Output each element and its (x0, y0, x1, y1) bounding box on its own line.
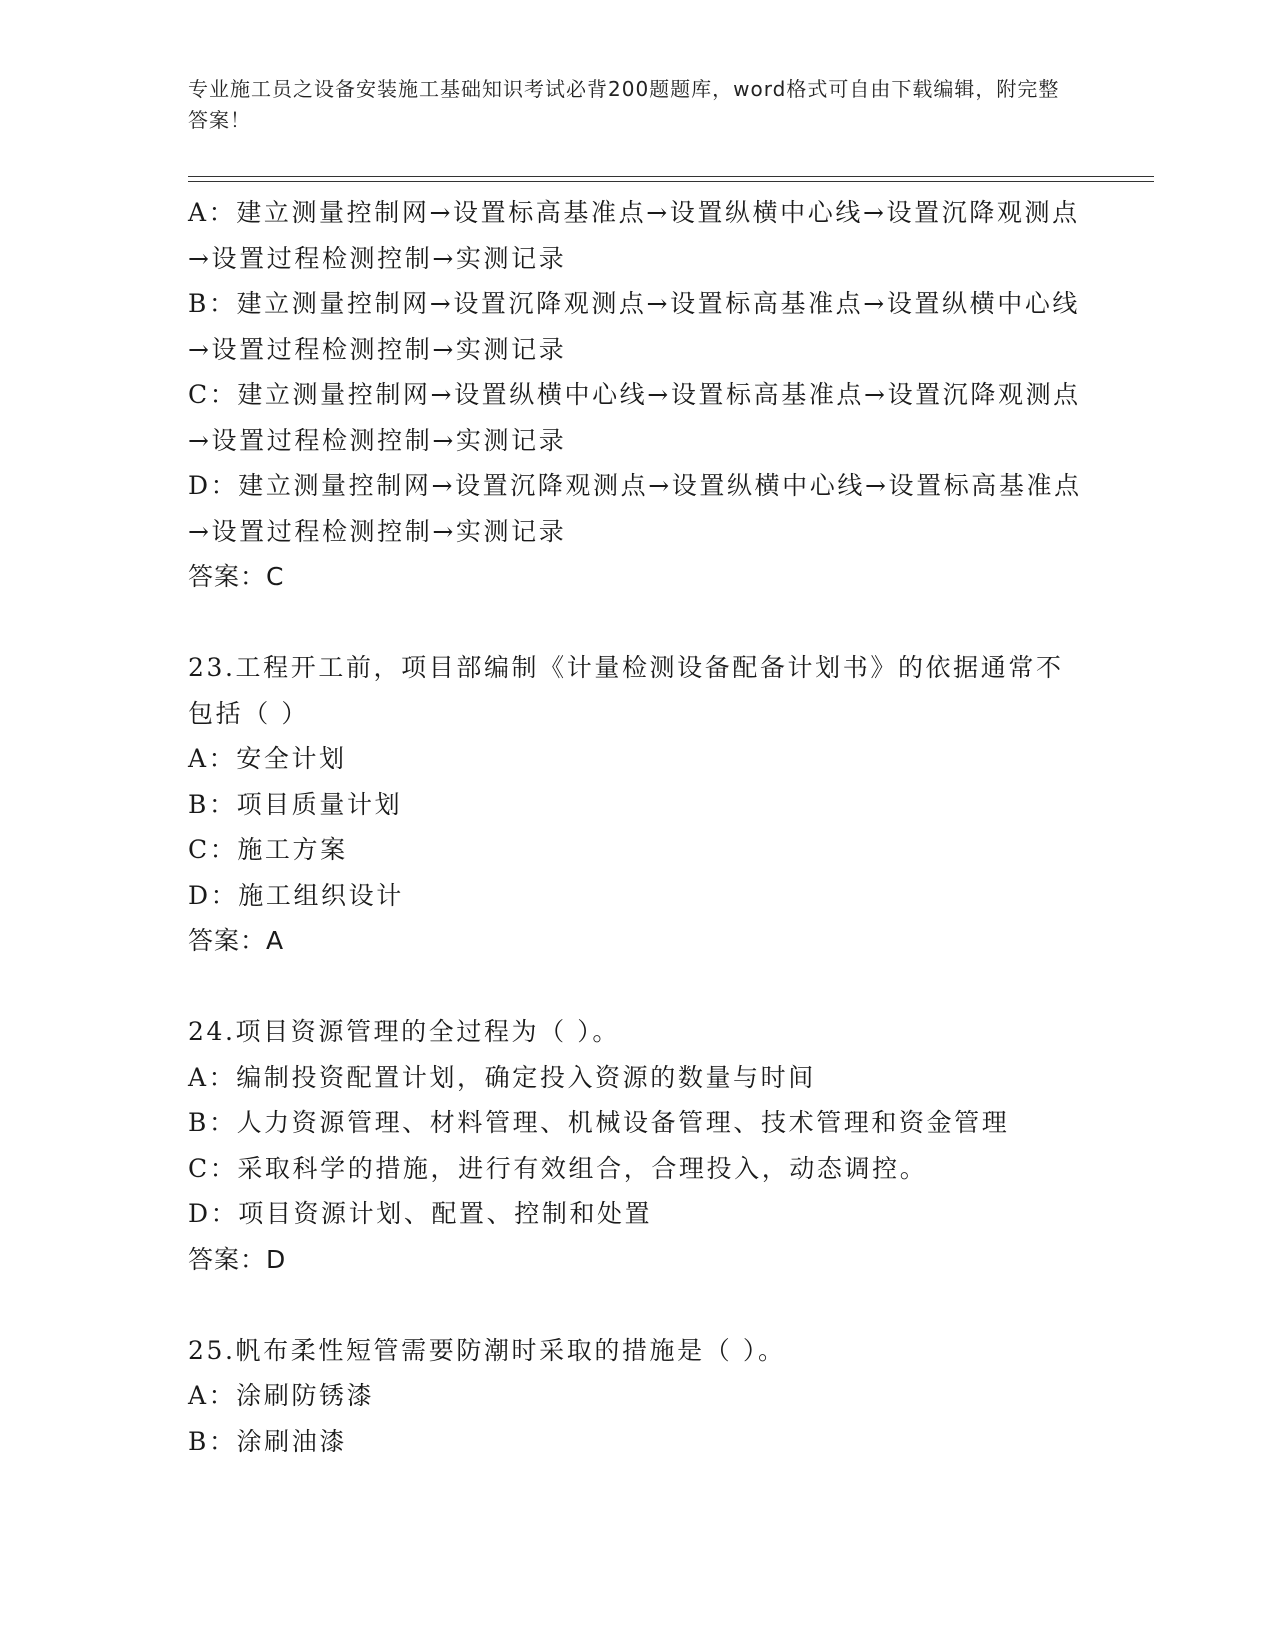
q22-option-c: C：建立测量控制网→设置纵横中心线→设置标高基准点→设置沉降观测点→设置过程检测控制→实测记录 (188, 380, 1081, 455)
q22-option-b: B：建立测量控制网→设置沉降观测点→设置标高基准点→设置纵横中心线→设置过程检测控制→实测记录 (188, 289, 1081, 364)
q25-question: 25.帆布柔性短管需要防潮时采取的措施是（ ）。 (188, 1335, 786, 1365)
q23-question: 23.工程开工前，项目部编制《计量检测设备配备计划书》的依据通常不包括（ ） (188, 653, 1064, 728)
q23-option-d: D：施工组织设计 (188, 880, 404, 910)
question-25 (188, 1328, 1088, 1465)
spacer (188, 964, 1088, 1010)
q24-option-c: C：采取科学的措施，进行有效组合，合理投入，动态调控。 (188, 1153, 928, 1183)
q24-option-b: B：人力资源管理、材料管理、机械设备管理、技术管理和资金管理 (188, 1108, 1010, 1137)
q25-option-b: B：涂刷油漆 (188, 1426, 347, 1456)
spacer (188, 600, 1088, 646)
q22-option-d: D：建立测量控制网→设置沉降观测点→设置纵横中心线→设置标高基准点→设置过程检测控制→实测记录 (188, 471, 1082, 546)
question-22 (188, 190, 1088, 600)
spacer (188, 1282, 1088, 1328)
q23-option-c: C：施工方案 (188, 835, 348, 864)
question-24 (188, 1009, 1088, 1282)
document-header: 专业施工员之设备安装施工基础知识考试必背200题题库，word格式可自由下载编辑，附完整答案！ (188, 77, 1060, 132)
header-divider-top (188, 176, 1154, 177)
header-divider-bottom (188, 181, 1154, 182)
q24-option-d: D：项目资源计划、配置、控制和处置 (188, 1199, 653, 1228)
q24-answer: 答案：D (188, 1244, 287, 1274)
q24-question: 24.项目资源管理的全过程为（ ）。 (188, 1017, 621, 1046)
q25-option-a: A：涂刷防锈漆 (188, 1381, 375, 1410)
q22-option-a: A：建立测量控制网→设置标高基准点→设置纵横中心线→设置沉降观测点→设置过程检测控制→实测记录 (188, 198, 1080, 273)
q23-option-a: A：安全计划 (188, 744, 347, 773)
q23-option-b: B：项目质量计划 (188, 789, 403, 819)
question-23 (188, 645, 1088, 964)
q22-answer: 答案：C (188, 562, 285, 591)
q24-option-a: A：编制投资配置计划，确定投入资源的数量与时间 (188, 1062, 816, 1092)
q23-answer: 答案：A (188, 926, 285, 955)
question-list (188, 190, 1088, 1464)
